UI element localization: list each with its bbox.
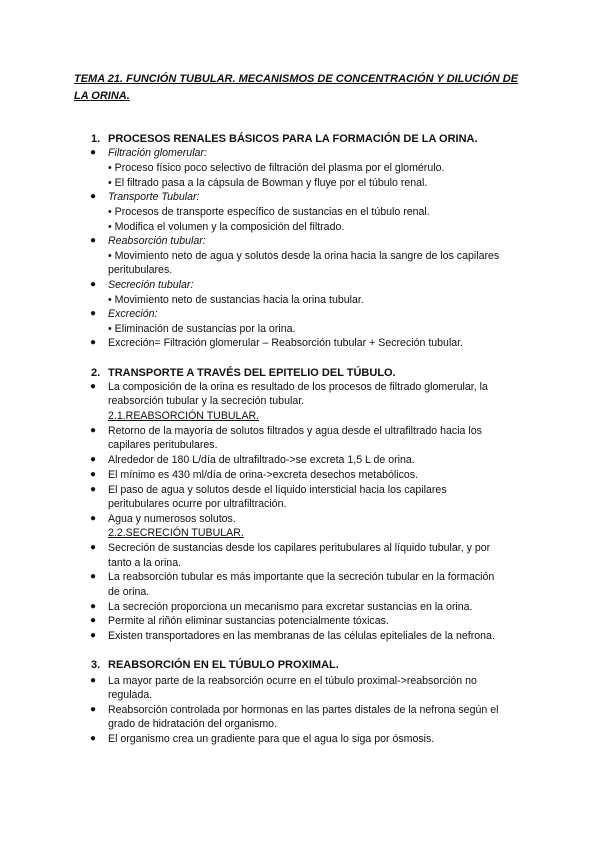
bullet-icon: ● bbox=[90, 733, 97, 744]
section-number: 1. bbox=[91, 133, 101, 145]
bullet-icon: ● bbox=[90, 513, 97, 524]
list-item: El organismo crea un gradiente para que el agua lo siga por ósmosis. bbox=[108, 733, 435, 745]
list-item: Existen transportadores en las membranas de las células epiteliales de la nefrona. bbox=[108, 630, 495, 642]
bullet-icon: ● bbox=[90, 381, 97, 392]
item-detail: • El filtrado pasa a la cápsula de Bowman y fluye por el túbulo renal. bbox=[108, 177, 428, 189]
list-item: La composición de la orina es resultado de los procesos de filtrado glomerular, la bbox=[108, 381, 488, 393]
bullet-icon: ● bbox=[90, 308, 97, 319]
bullet-icon: ● bbox=[90, 571, 97, 582]
item-label: Excreción: bbox=[108, 308, 158, 320]
list-item: El mínimo es 430 ml/día de orina->excreta desechos metabólicos. bbox=[108, 469, 419, 481]
bullet-icon: ● bbox=[90, 454, 97, 465]
section-title: REABSORCIÓN EN EL TÚBULO PROXIMAL. bbox=[108, 659, 339, 671]
item-detail: • Procesos de transporte específico de sustancias en el túbulo renal. bbox=[108, 206, 430, 218]
bullet-icon: ● bbox=[90, 337, 97, 348]
item-detail: • Eliminación de sustancias por la orina. bbox=[108, 323, 296, 335]
bullet-icon: ● bbox=[90, 675, 97, 686]
list-item: Permite al riñón eliminar sustancias potencialmente tóxicas. bbox=[108, 615, 389, 627]
list-item: capilares peritubulares. bbox=[108, 439, 218, 451]
item-detail: • Movimiento neto de agua y solutos desde la orina hacia la sangre de los capilares bbox=[108, 250, 500, 262]
bullet-icon: ● bbox=[90, 469, 97, 480]
title-line-2: LA ORINA. bbox=[74, 90, 130, 102]
bullet-icon: ● bbox=[90, 484, 97, 495]
list-item: de orina. bbox=[108, 586, 150, 598]
list-item: peritubulares ocurre por ultrafiltración. bbox=[108, 498, 287, 510]
list-item: grado de hidratación del organismo. bbox=[108, 718, 278, 730]
list-item: Agua y numerosos solutos. bbox=[108, 513, 236, 525]
list-item: Reabsorción controlada por hormonas en las partes distales de la nefrona según el bbox=[108, 704, 499, 716]
list-item: reabsorción tubular y la secreción tubular. bbox=[108, 395, 305, 407]
bullet-icon: ● bbox=[90, 279, 97, 290]
item-detail: peritubulares. bbox=[108, 264, 173, 276]
subsection-title: 2.2.SECRECIÓN TUBULAR. bbox=[108, 527, 244, 539]
item-label: Filtración glomerular: bbox=[108, 147, 207, 159]
section-title: PROCESOS RENALES BÁSICOS PARA LA FORMACIÓN DE LA ORINA. bbox=[108, 133, 478, 145]
title-line-1: TEMA 21. FUNCIÓN TUBULAR. MECANISMOS DE CONCENTRACIÓN Y DILUCIÓN DE bbox=[74, 73, 519, 85]
list-item: El paso de agua y solutos desde el líquido intersticial hacia los capilares bbox=[108, 484, 447, 496]
list-item: Alrededor de 180 L/día de ultrafiltrado->se excreta 1,5 L de orina. bbox=[108, 454, 415, 466]
section-number: 2. bbox=[91, 367, 101, 379]
section-3-heading bbox=[91, 658, 339, 673]
bullet-icon: ● bbox=[90, 704, 97, 715]
list-item: La mayor parte de la reabsorción ocurre en el túbulo proximal->reabsorción no bbox=[108, 675, 477, 687]
subsection-title: 2.1.REABSORCIÓN TUBULAR. bbox=[108, 410, 260, 422]
item-detail: • Modifica el volumen y la composición del filtrado. bbox=[108, 221, 345, 233]
list-item: La secreción proporciona un mecanismo para excretar sustancias en la orina. bbox=[108, 601, 473, 613]
bullet-icon: ● bbox=[90, 425, 97, 436]
item-detail: • Movimiento neto de sustancias hacia la orina tubular. bbox=[108, 294, 364, 306]
list-item: La reabsorción tubular es más importante que la secreción tubular en la formación bbox=[108, 571, 495, 583]
section-1-heading bbox=[91, 132, 478, 147]
item-label: Reabsorción tubular: bbox=[108, 235, 206, 247]
item-label: Secreción tubular: bbox=[108, 279, 194, 291]
section-number: 3. bbox=[91, 659, 101, 671]
list-item: Secreción de sustancias desde los capilares peritubulares al líquido tubular, y por bbox=[108, 542, 491, 554]
list-item: Retorno de la mayoría de solutos filtrados y agua desde el ultrafiltrado hacia los bbox=[108, 425, 482, 437]
bullet-icon: ● bbox=[90, 542, 97, 553]
bullet-icon: ● bbox=[90, 235, 97, 246]
bullet-icon: ● bbox=[90, 601, 97, 612]
section-2-heading bbox=[91, 366, 396, 381]
page-title bbox=[74, 71, 534, 105]
list-item: regulada. bbox=[108, 689, 153, 701]
bullet-icon: ● bbox=[90, 615, 97, 626]
section-title: TRANSPORTE A TRAVÉS DEL EPITELIO DEL TÚBULO. bbox=[108, 367, 396, 379]
item-detail: • Proceso físico poco selectivo de filtración del plasma por el glomérulo. bbox=[108, 162, 445, 174]
list-item: tanto a la orina. bbox=[108, 557, 182, 569]
bullet-icon: ● bbox=[90, 630, 97, 641]
bullet-icon: ● bbox=[90, 147, 97, 158]
bullet-icon: ● bbox=[90, 191, 97, 202]
formula-text: Excreción= Filtración glomerular – Reabsorción tubular + Secreción tubular. bbox=[108, 337, 464, 349]
item-label: Transporte Tubular: bbox=[108, 191, 200, 203]
